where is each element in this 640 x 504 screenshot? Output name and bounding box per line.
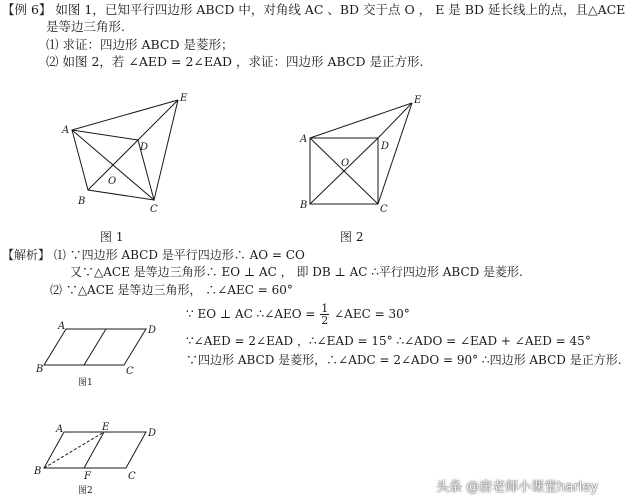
fig4-label-a: A [56, 424, 64, 435]
solution-step-4-pre: ∵ EO ⊥ AC ∴∠AEO = [186, 307, 316, 321]
fig3-label-c: C [126, 366, 134, 377]
fig1-caption: 图 1 [100, 230, 124, 244]
solution-step-4-post: ∠AEC = 30° [334, 307, 410, 321]
solution-tag: 【解析】 [2, 248, 51, 262]
fig4-label-b: B [34, 466, 42, 477]
fig4-label-c: C [128, 471, 136, 482]
problem-tag: 【例 6】 [2, 2, 52, 17]
problem-part-2: ⑵ 如图 2，若 ∠AED = 2∠EAD ，求证：四边形 ABCD 是正方形. [46, 54, 424, 69]
fig4-label-d: D [148, 428, 157, 439]
fig2-label-b: B [300, 200, 308, 211]
fig2-label-e: E [414, 95, 422, 106]
fig4-caption: 图2 [78, 486, 93, 496]
fig1-label-e: E [180, 93, 188, 104]
fig2-caption: 图 2 [340, 230, 364, 244]
solution-step-3: ⑵ ∵△ACE 是等边三角形， ∴∠AEC = 60° [50, 283, 293, 297]
fig1-label-a: A [62, 125, 70, 136]
fig2-label-o: O [341, 158, 350, 169]
fig2-label-a: A [300, 134, 308, 145]
fig1-label-c: C [150, 204, 158, 215]
fig1-label-o: O [108, 176, 117, 187]
solution-step-5: ∵∠AED = 2∠EAD ，∴∠EAD = 15° ∴∠ADO = ∠EAD + ∠AED = 45° [186, 334, 591, 348]
fig3-label-a: A [58, 321, 66, 332]
fig3-label-b: B [36, 364, 44, 375]
fig2-label-c: C [380, 204, 388, 215]
problem-statement: 如图 1，已知平行四边形 ABCD 中，对角线 AC 、BD 交于点 O ， E 是 BD 延长线上的点，且△ACE [55, 2, 626, 17]
problem-part-1: ⑴ 求证：四边形 ABCD 是菱形； [46, 37, 234, 52]
problem-line-2: 是等边三角形. [46, 19, 125, 34]
watermark: 头条 @唐老师小课堂harley [436, 480, 598, 495]
fraction-numerator: 1 [321, 302, 329, 315]
fig1-label-b: B [78, 196, 86, 207]
fig3-caption: 图1 [78, 378, 93, 388]
fig3-label-d: D [148, 325, 157, 336]
solution-step-6: ∵四边形 ABCD 是菱形，∴∠ADC = 2∠ADO = 90° ∴四边形 ABCD 是正方形. [186, 353, 622, 367]
fig4-label-e: E [102, 422, 110, 433]
fig1-label-d: D [140, 142, 149, 153]
solution-step-2: 又∵△ACE 是等边三角形∴ EO ⊥ AC ， 即 DB ⊥ AC ∴平行四边形 ABCD 是菱形. [70, 265, 523, 279]
fig2-label-d: D [381, 141, 390, 152]
solution-step-1: ⑴ ∵四边形 ABCD 是平行四边形∴ AO = CO [53, 248, 305, 262]
fraction-denominator: 2 [321, 314, 329, 327]
fig4-label-f: F [84, 471, 91, 482]
